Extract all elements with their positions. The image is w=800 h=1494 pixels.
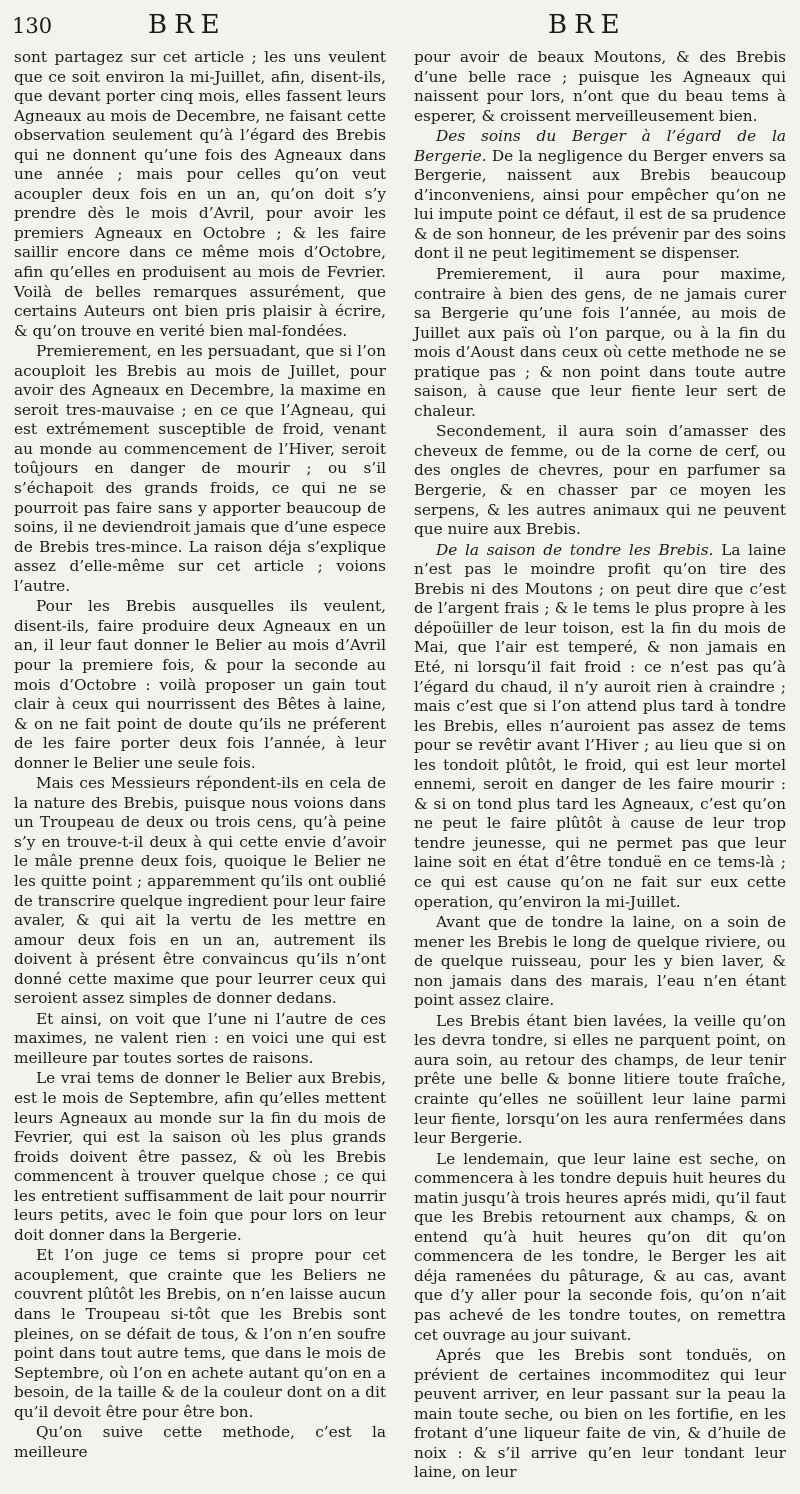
paragraph: Avant que de tondre la laine, on a soin de mener les Brebis le long de quelque riviere, ou de quelque ruisseau, pour les y bien laver, & non jamais dans des marais, l’eau n’en étant point assez claire.	[414, 913, 786, 1010]
paragraph: pour avoir de beaux Moutons, & des Brebis d’une belle race ; puisque les Agneaux qui naissent pour lors, n’ont que du beau tems à esperer, & croissent merveilleusement bien.	[414, 48, 786, 125]
page-header	[0, 10, 800, 50]
section-text: De la negligence du Berger envers sa Bergerie, naissent aux Brebis beaucoup d’inconveniens, ainsi pour empêcher qu’on ne lui impute point ce défaut, il est de sa prudence & de son honneur, de les prévenir par des soins dont il ne peut legitimement se dispenser.	[414, 146, 786, 263]
running-head-right: BRE	[548, 10, 627, 40]
paragraph: Et ainsi, on voit que l’une ni l’autre de ces maximes, ne valent rien : en voici une qui est meilleure par toutes sortes de raisons.	[14, 1009, 386, 1067]
paragraph: Le lendemain, que leur laine est seche, on commencera à les tondre depuis huit heures du matin jusqu’à trois heures aprés midi, qu’il faut que les Brebis retournent aux champs, & on entend qu’à huit heures qu’on dit qu’on commencera de les tondre, le Berger les ait déja ramenées du pâturage, & au cas, avant que d’y aller pour la seconde fois, qu’on n’ait pas achevé de les tondre toutes, on remettra cet ouvrage au jour suivant.	[414, 1149, 786, 1344]
paragraph: Le vrai tems de donner le Belier aux Brebis, est le mois de Septembre, afin qu’elles mettent leurs Agneaux au monde sur la fin du mois de Fevrier, qui est la saison où les plus grands froids doivent être passez, & où les Brebis commencent à trouver quelque chose ; ce qui les entretient suffisamment de lait pour nourrir leurs petits, avec le foin que pour lors on leur doit donner dans la Bergerie.	[14, 1069, 386, 1244]
paragraph: Aprés que les Brebis sont tonduës, on prévient de certaines incommoditez qui leur peuvent arriver, en leur passant sur la peau la main toute seche, ou bien on les fortifie, en les frotant d’une liqueur faite de vin, & d’huile de noix : & s’il arrive qu’en leur tondant leur laine, on leur	[414, 1346, 786, 1482]
section-heading: Des soins du Berger à l’égard de la Bergerie.	[414, 127, 786, 165]
paragraph: Pour les Brebis ausquelles ils veulent, disent-ils, faire produire deux Agneaux en un an, il leur faut donner le Belier au mois d’Avril pour la premiere fois, & pour la seconde au mois d’Octobre : voilà proposer un gain tout clair à ceux qui nourrissent des Bêtes à laine, & on ne fait point de doute qu’ils ne préferent de les faire porter deux fois l’année, à leur donner le Belier une seule fois.	[14, 597, 386, 772]
paragraph: sont partagez sur cet article ; les uns veulent que ce soit environ la mi-Juillet, afin, disent-ils, que devant porter cinq mois, elles fassent leurs Agneaux au mois de Decembre, ne faisant cette observation seulement qu’à l’égard des Brebis qui ne donnent qu’une fois des Agneaux dans une année ; mais pour celles qu’on veut acoupler deux fois en un an, qu’on doit s’y prendre dès le mois d’Avril, pour avoir les premiers Agneaux en Octobre ; & les faire saillir encore dans ce même mois d’Octobre, afin qu’elles en produisent au mois de Fevrier. Voilà de belles remarques assurément, que certains Auteurs ont bien pris plaisir à écrire, & qu’on trouve en verité bien mal-fondées.	[14, 48, 386, 340]
paragraph: Et l’on juge ce tems si propre pour cet acouplement, que crainte que les Beliers ne couvrent plûtôt les Brebis, on n’en laisse aucun dans le Troupeau si-tôt que les Brebis sont pleines, on se défait de tous, & l’on n’en soufre point dans tout autre tems, que dans le mois de Septembre, où l’on en achete autant qu’on en a besoin, de la taille & de la couleur dont on a dit qu’il devoit être pour être bon.	[14, 1246, 386, 1421]
section-paragraph	[414, 127, 786, 264]
paragraph: Les Brebis étant bien lavées, la veille qu’on les devra tondre, si elles ne parquent point, on aura soin, au retour des champs, de leur tenir prête une belle & bonne litiere toute fraîche, crainte qu’elles ne soüillent leur laine parmi leur fiente, lorsqu’on les aura renfermées dans leur Bergerie.	[414, 1011, 786, 1148]
right-column	[414, 48, 786, 1484]
paragraph: Mais ces Messieurs répondent-ils en cela de la nature des Brebis, puisque nous voions dans un Troupeau de deux ou trois cens, qu’à peine s’y en trouve-t-il deux à qui cette envie d’avoir le mâle prenne deux fois, quoique le Belier ne les quitte point ; apparemment qu’ils ont oublié de transcrire quelque ingredient pour leur faire avaler, & qui ait la vertu de les mettre en amour deux fois en un an, autrement ils doivent à présent être convaincus qu’ils n’ont donné cette maxime que pour leurrer ceux qui seroient assez simples de donner dedans.	[14, 774, 386, 1008]
paragraph: Premierement, il aura pour maxime, contraire à bien des gens, de ne jamais curer sa Bergerie qu’une fois l’année, au mois de Juillet aux païs où l’on parque, ou à la fin du mois d’Aoust dans ceux où cette methode ne se pratique pas ; & non point dans toute autre saison, à cause que leur fiente leur sert de chaleur.	[414, 265, 786, 420]
paragraph: Premierement, en les persuadant, que si l’on acouploit les Brebis au mois de Juillet, pour avoir des Agneaux en Decembre, la maxime en seroit tres-mauvaise ; en ce que l’Agneau, qui est extrémement susceptible de froid, venant au monde au commencement de l’Hiver, seroit toûjours en danger de mourir ; ou s’il s’échapoit des grands froids, ce qui ne se pourroit pas faire sans y apporter beaucoup de soins, il ne deviendroit jamais que d’une espece de Brebis tres-mince. La raison déja s’explique assez d’elle-même sur cet article ; voions l’autre.	[14, 342, 386, 595]
paragraph: Qu’on suive cette methode, c’est la meilleure	[14, 1423, 386, 1461]
paragraph: Secondement, il aura soin d’amasser des cheveux de femme, ou de la corne de cerf, ou des ongles de chevres, pour en parfumer sa Bergerie, & en chasser par ce moyen les serpens, & les autres animaux qui ne peuvent que nuire aux Brebis.	[414, 422, 786, 539]
section-heading: De la saison de tondre les Brebis.	[436, 540, 714, 559]
left-column	[14, 48, 386, 1463]
section-text: La laine n’est pas le moindre profit qu’on tire des Brebis ni des Moutons ; on peut dire que c’est de l’argent frais ; & le tems le plus propre à les dépoüiller de leur toison, est la fin du mois de Mai, que l’air est temperé, & non jamais en Eté, ni lorsqu’il fait froid : ce n’est pas qu’à l’égard du chaud, il n’y auroit rien à craindre ; mais c’est que si l’on attend plus tard à tondre les Brebis, elles n’auroient pas assez de tems pour se revêtir avant l’Hiver ; au lieu que si on les tondoit plûtôt, le froid, qui est leur mortel ennemi, seroit en danger de les faire mourir : & si on tond plus tard les Agneaux, c’est qu’on ne peut le faire plûtôt à cause de leur trop tendre jeunesse, qui ne permet pas que leur laine soit en état d’être tonduë en ce tems-là ; ce qui est cause qu’on ne fait sur eux cette operation, qu’environ la mi-Juillet.	[414, 540, 786, 911]
page-number: 130	[12, 14, 53, 38]
section-paragraph	[414, 541, 786, 912]
running-head-left: BRE	[148, 10, 227, 40]
